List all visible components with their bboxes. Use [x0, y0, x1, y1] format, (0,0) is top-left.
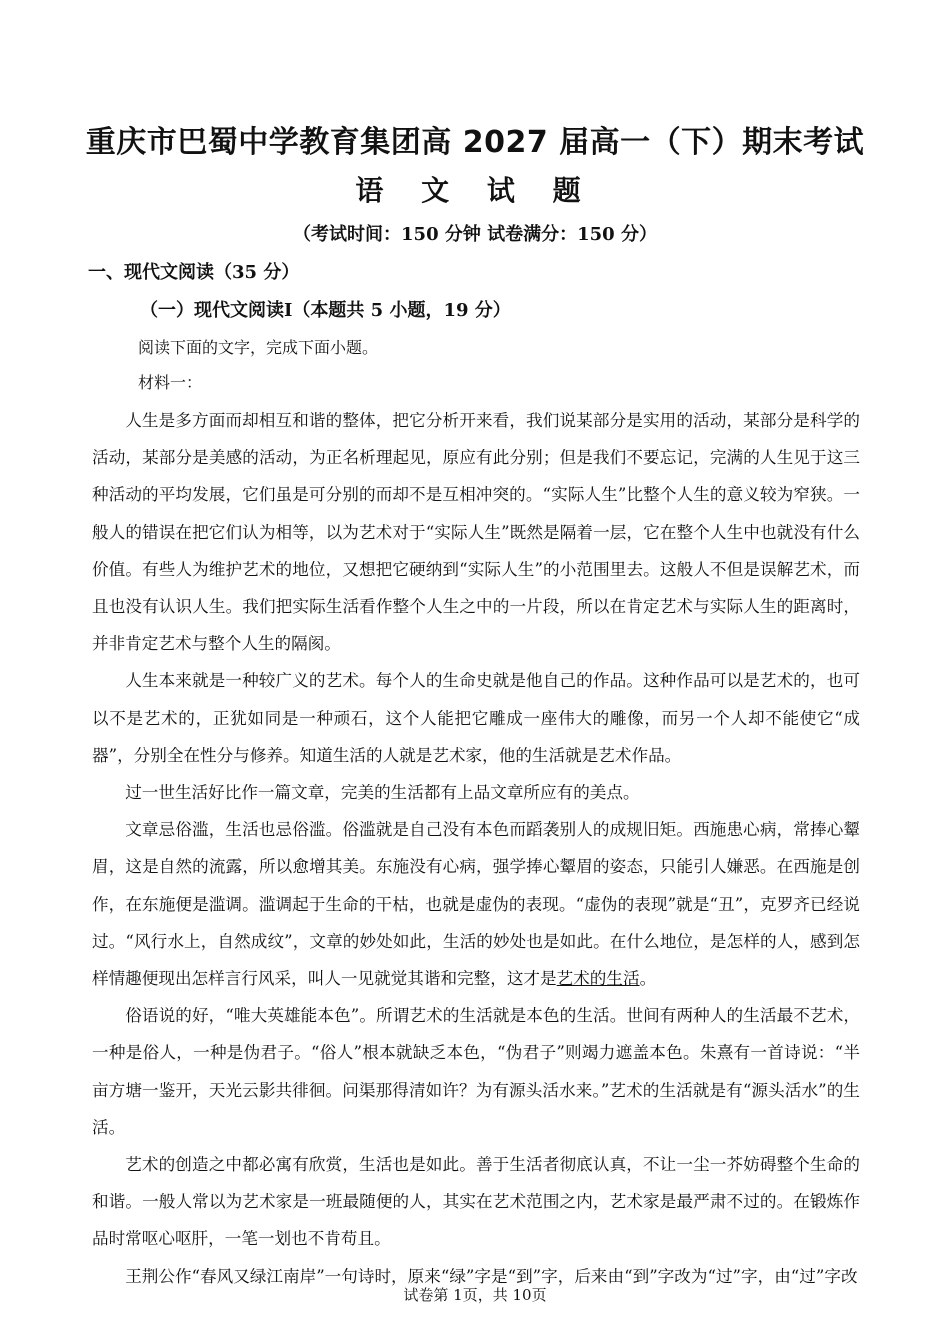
- sub-section-heading: （一）现代文阅读I（本题共 5 小题，19 分）: [140, 300, 511, 321]
- paragraph-4-text: 文章忌俗滥，生活也忌俗滥。俗滥就是自己没有本色而蹈袭别人的成规旧矩。西施患心病，常捧心颦眉，这是自然的流露，所以愈增其美。东施没有心病，强学捧心颦眉的姿态，只能引人嫌恶。在西施是创作，在东施便是滥调。滥调起于生命的干枯，也就是虚伪的表现。“虚伪的表现”就是“丑”，克罗齐已经说过。“风行水上，自然成纹”，文章的妙处如此，生活的妙处也是如此。在什么地位，是怎样的人，感到怎样情趣便现出怎样言行风采，叫人一见就觉其谐和完整，这才是: [92, 820, 860, 989]
- paragraph-4-end: 。: [639, 969, 657, 989]
- exam-title: 重庆市巴蜀中学教育集团高 2027 届高一（下）期末考试: [85, 125, 865, 160]
- paragraph-6: 艺术的创造之中都必寓有欣赏，生活也是如此。善于生活者彻底认真，不让一尘一芥妨碍整个生命的和谐。一般人常以为艺术家是一班最随便的人，其实在艺术范围之内，艺术家是最严肃不过的。在锻炼作品时常呕心呕肝，一笔一划也不肯苟且。: [92, 1155, 860, 1249]
- material-body: [92, 402, 860, 1295]
- paragraph-3: 过一世生活好比作一篇文章，完美的生活都有上品文章所应有的美点。: [125, 783, 640, 803]
- material-label: 材料一：: [138, 373, 203, 392]
- reading-instruction: 阅读下面的文字，完成下面小题。: [138, 338, 379, 357]
- underlined-phrase: 艺术的生活: [556, 969, 640, 989]
- paragraph-1: 人生是多方面而却相互和谐的整体，把它分析开来看，我们说某部分是实用的活动，某部分是科学的活动，某部分是美感的活动，为正名析理起见，原应有此分别；但是我们不要忘记，完满的人生见于这三种活动的平均发展，它们虽是可分别的而却不是互相冲突的。“实际人生”比整个人生的意义较为窄狭。一般人的错误在把它们认为相等，以为艺术对于“实际人生”既然是隔着一层，它在整个人生中也就没有什么价值。有些人为维护艺术的地位，又想把它硬纳到“实际人生”的小范围里去。这般人不但是误解艺术，而且也没有认识人生。我们把实际生活看作整个人生之中的一片段，所以在肯定艺术与实际人生的距离时，并非肯定艺术与整个人生的隔阂。: [92, 411, 860, 654]
- paragraph-4: [92, 811, 860, 997]
- paragraph-2: 人生本来就是一种较广义的艺术。每个人的生命史就是他自己的作品。这种作品可以是艺术的，也可以不是艺术的，正犹如同是一种顽石，这个人能把它雕成一座伟大的雕像，而另一个人却不能使它“成器”，分别全在性分与修养。知道生活的人就是艺术家，他的生活就是艺术作品。: [92, 671, 860, 765]
- section-heading: 一、现代文阅读（35 分）: [88, 262, 300, 283]
- exam-info: （考试时间：150 分钟 试卷满分：150 分）: [293, 224, 657, 245]
- subject-title: 语 文 试 题: [355, 174, 595, 207]
- page-footer: 试卷第 1页，共 10页: [403, 1286, 547, 1304]
- paragraph-7: 王荆公作“春风又绿江南岸”一句诗时，原来“绿”字是“到”字，后来由“到”字改为“过”字，由“过”字改: [125, 1266, 858, 1286]
- paragraph-5: 俗语说的好，“唯大英雄能本色”。所谓艺术的生活就是本色的生活。世间有两种人的生活最不艺术，一种是俗人，一种是伪君子。“俗人”根本就缺乏本色，“伪君子”则竭力遮盖本色。朱熹有一首诗说：“半亩方塘一鉴开，天光云影共徘徊。问渠那得清如许？为有源头活水来。”艺术的生活就是有“源头活水”的生活。: [92, 1006, 860, 1137]
